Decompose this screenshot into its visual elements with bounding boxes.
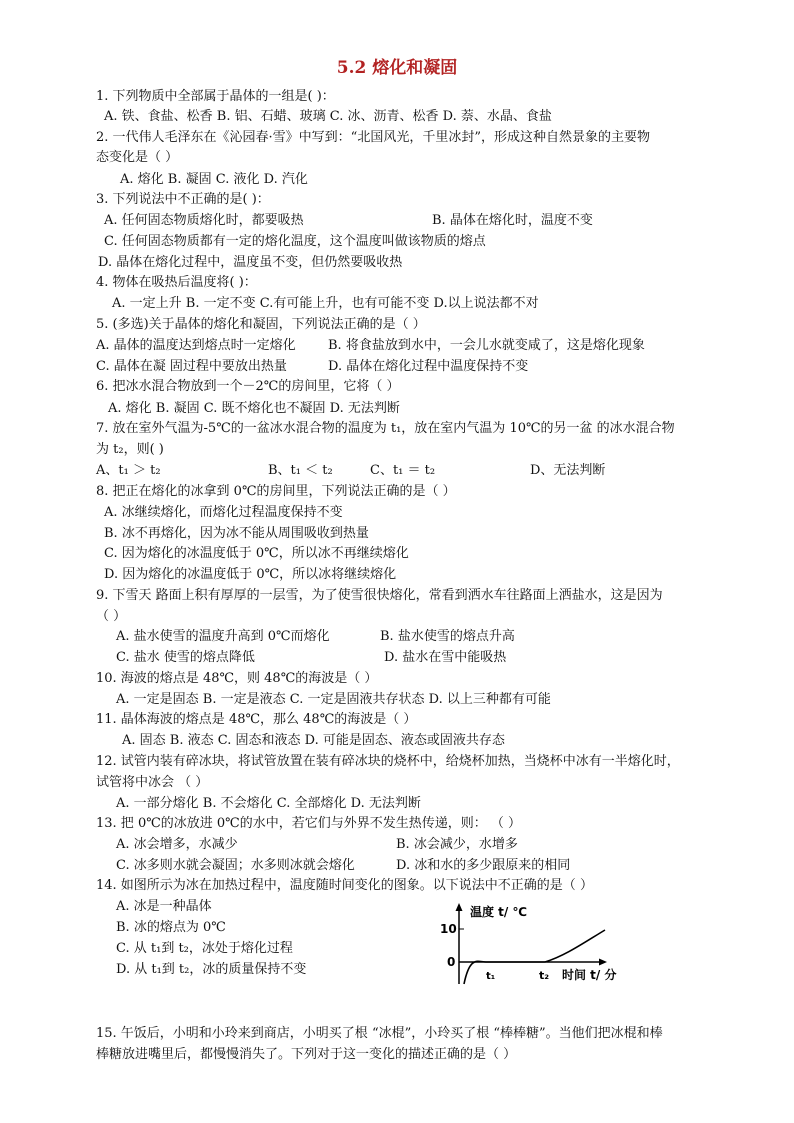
- question-8-option-d: D. 因为熔化的冰温度低于 0℃，所以冰将继续熔化: [104, 567, 397, 582]
- question-13-stem: 13. 把 0℃的冰放进 0℃的水中，若它们与外界不发生热传递，则： （ ）: [96, 816, 521, 831]
- question-2-stem: 2. 一代伟人毛泽东在《沁园春·雪》中写到：“北国风光，千里冰封”，形成这种自然景象的主要物: [96, 130, 650, 145]
- question-5-stem: 5. (多选)关于晶体的熔化和凝固，下列说法正确的是（ ）: [96, 317, 426, 332]
- question-8-option-b: B. 冰不再熔化，因为冰不能从周围吸收到热量: [104, 526, 369, 541]
- question-2-stem-cont: 态变化是（ ）: [96, 150, 179, 165]
- question-5-option-b: B. 将食盐放到水中，一会儿水就变咸了，这是熔化现象: [328, 338, 645, 353]
- question-3-option-b: B. 晶体在熔化时，温度不变: [432, 213, 593, 228]
- question-6-options: A. 熔化 B. 凝固 C. 既不熔化也不凝固 D. 无法判断: [108, 401, 400, 416]
- question-10-options: A. 一定是固态 B. 一定是液态 C. 一定是固液共存状态 D. 以上三种都有可能: [116, 692, 551, 707]
- question-13-option-c: C. 冰多则水就会凝固；水多则冰就会熔化: [116, 858, 355, 873]
- question-13-option-b: B. 冰会减少，水增多: [396, 837, 518, 852]
- question-3-stem: 3. 下列说法中不正确的是( )：: [96, 192, 270, 207]
- graph-y-arrow: [456, 903, 463, 911]
- question-7-stem-cont: 为 t₂，则( ): [96, 442, 164, 457]
- question-4-options: A. 一定上升 B. 一定不变 C.有可能上升，也有可能不变 D.以上说法都不对: [112, 296, 539, 311]
- question-4-stem: 4. 物体在吸热后温度将( )：: [96, 275, 257, 290]
- graph-t2-label: t₂: [539, 969, 550, 982]
- question-14-option-a: A. 冰是一种晶体: [116, 899, 212, 914]
- question-5-option-d: D. 晶体在熔化过程中温度保持不变: [328, 359, 529, 374]
- graph-x-arrow: [599, 959, 607, 966]
- question-8-stem: 8. 把正在熔化的冰拿到 0℃的房间里，下列说法正确的是（ ）: [96, 484, 456, 499]
- question-1-options: A. 铁、食盐、松香 B. 铝、石蜡、玻璃 C. 冰、沥青、松香 D. 萘、水晶、食盐: [104, 109, 552, 124]
- graph-ylabel: 温度 t/ ℃: [470, 905, 528, 919]
- question-9-stem-cont: （ ）: [96, 609, 127, 624]
- question-9-stem: 9. 下雪天 路面上积有厚厚的一层雪，为了使雪很快熔化，常看到洒水车往路面上洒盐水，这是因为: [96, 588, 663, 603]
- question-7-stem: 7. 放在室外气温为-5℃的一盆冰水混合物的温度为 t₁，放在室内气温为 10℃的另一盆 的冰水混合物: [96, 421, 675, 436]
- question-11-options: A. 固态 B. 液态 C. 固态和液态 D. 可能是固态、液态或固液共存态: [122, 733, 505, 748]
- question-15-stem: 15. 午饭后，小明和小玲来到商店，小明买了根 “冰棍”，小玲买了根 “棒棒糖”。当他们把冰棍和棒: [96, 1026, 663, 1041]
- question-8-option-c: C. 因为熔化的冰温度低于 0℃，所以冰不再继续熔化: [104, 546, 409, 561]
- question-12-options: A. 一部分熔化 B. 不会熔化 C. 全部熔化 D. 无法判断: [116, 796, 421, 811]
- question-13-option-d: D. 冰和水的多少跟原来的相同: [396, 858, 571, 873]
- question-3-option-d: D. 晶体在熔化过程中，温度虽不变，但仍然要吸收热: [98, 255, 403, 270]
- question-10-stem: 10. 海波的熔点是 48℃，则 48℃的海波是（ ）: [96, 671, 378, 686]
- question-1-stem: 1. 下列物质中全部属于晶体的一组是( )：: [96, 89, 335, 104]
- question-13-option-a: A. 冰会增多，水减少: [116, 837, 238, 852]
- question-7-option-a: A、t₁ ＞ t₂: [96, 463, 161, 478]
- question-11-stem: 11. 晶体海波的熔点是 48℃，那么 48℃的海波是（ ）: [96, 712, 417, 727]
- question-3-option-c: C. 任何固态物质都有一定的熔化温度，这个温度叫做该物质的熔点: [104, 234, 486, 249]
- question-12-stem: 12. 试管内装有碎冰块，将试管放置在装有碎冰块的烧杯中，给烧杯加热，当烧杯中冰有一半熔化时，: [96, 754, 680, 769]
- question-5-option-c: C. 晶体在凝 固过程中要放出热量: [96, 359, 287, 374]
- temperature-time-graph: [430, 900, 640, 992]
- question-14-stem: 14. 如图所示为冰在加热过程中，温度随时间变化的图象。以下说法中不正确的是（ ）: [96, 878, 593, 893]
- question-7-option-c: C、t₁ ＝ t₂: [370, 463, 436, 478]
- question-12-stem-cont: 试管将中冰会 （ ）: [96, 775, 209, 790]
- question-14-option-b: B. 冰的熔点为 0℃: [116, 920, 226, 935]
- question-8-option-a: A. 冰继续熔化，而熔化过程温度保持不变: [104, 505, 343, 520]
- page-title: 5.2 熔化和凝固: [336, 58, 458, 78]
- question-14-option-c: C. 从 t₁到 t₂，冰处于熔化过程: [116, 941, 293, 956]
- question-9-option-d: D. 盐水在雪中能吸热: [384, 650, 507, 665]
- question-3-option-a: A. 任何固态物质熔化时，都要吸热: [104, 213, 304, 228]
- question-9-option-b: B. 盐水使雪的熔点升高: [380, 629, 515, 644]
- graph-y10-label: 10: [440, 922, 457, 936]
- question-7-option-d: D、无法判断: [530, 463, 606, 478]
- graph-xlabel: 时间 t/ 分: [562, 968, 617, 982]
- graph-t1-label: t₁: [486, 971, 496, 982]
- question-5-option-a: A. 晶体的温度达到熔点时一定熔化: [96, 338, 296, 353]
- question-2-options: A. 熔化 B. 凝固 C. 液化 D. 汽化: [120, 172, 308, 187]
- question-14-option-d: D. 从 t₁到 t₂，冰的质量保持不变: [116, 962, 307, 977]
- question-6-stem: 6. 把冰水混合物放到一个－2℃的房间里，它将（ ）: [96, 379, 400, 394]
- graph-y0-label: 0: [447, 955, 456, 969]
- question-15-stem-cont: 棒糖放进嘴里后，都慢慢消失了。下列对于这一变化的描述正确的是（ ）: [96, 1047, 517, 1062]
- question-9-option-c: C. 盐水 使雪的熔点降低: [116, 650, 255, 665]
- question-7-option-b: B、t₁ ＜ t₂: [268, 463, 333, 478]
- question-9-option-a: A. 盐水使雪的温度升高到 0℃而熔化: [116, 629, 330, 644]
